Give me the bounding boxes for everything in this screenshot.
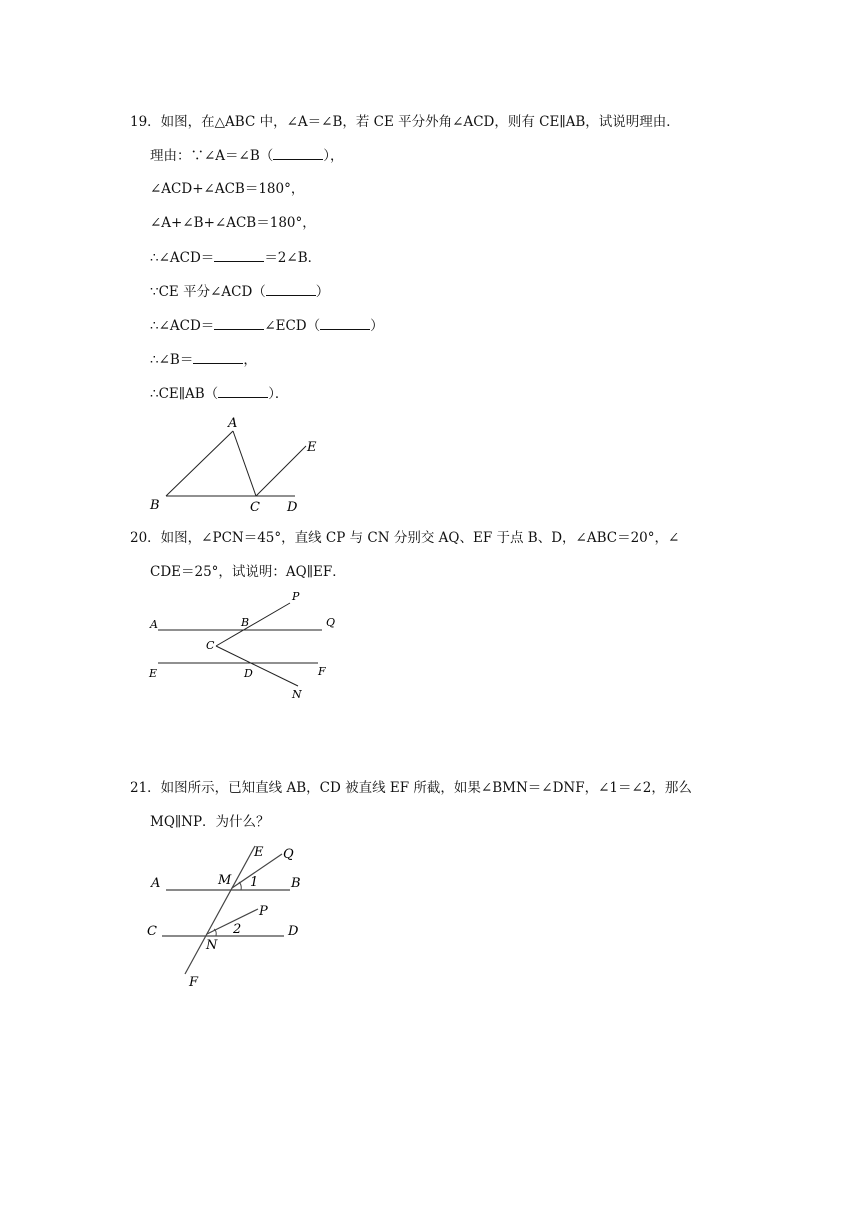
q19-label-D: D [287,500,298,515]
q19-reason-line-1 [150,146,344,165]
q20-label-B: B [241,616,250,629]
q20-label-D: D [244,667,253,680]
q19-blank-6[interactable] [193,350,243,364]
q19-reason-line-4 [150,248,321,267]
q21-figure [140,840,340,995]
q19-label-B: B [150,498,160,513]
q19-reason-line-6 [150,316,384,335]
q19-l5-tail: ） [315,284,330,300]
q20-label-P: P [292,590,300,603]
q19-l6-tail: ） [370,318,384,334]
q19-blank-3[interactable] [266,282,316,296]
q19-l1-tail: ）， [323,148,344,164]
q19-label-E: E [307,440,317,455]
q19-blank-1[interactable] [273,146,323,160]
q21-label-F: F [189,975,199,990]
q21-label-D: D [288,924,299,939]
q21-label-M: M [218,873,232,888]
q21-label-A: A [151,876,161,891]
q19-reason-line-2: ∠ACD+∠ACB＝180°， [150,181,305,197]
q19-l7-tail: ， [243,352,257,368]
q20-ray-CN [216,646,298,686]
q21-line-EF [185,846,255,974]
q20-label-E: E [149,667,158,680]
q20-ray-CP [216,603,290,646]
q20-label-F: F [318,665,326,678]
q20-label-A: A [150,618,158,631]
q20-figure [140,585,360,705]
q19-label-C: C [250,500,260,515]
q19-reason-line-8 [150,384,288,403]
q21-line-1: 21．如图所示，已知直线 AB，CD 被直线 EF 所截，如果∠BMN＝∠DNF，∠1＝∠2，那么 [130,780,692,796]
q19-l7-text: ∴∠B＝ [150,352,194,368]
q21-label-Q: Q [283,847,294,862]
q19-l6-mid: ∠ECD（ [264,318,321,334]
q20-label-N: N [292,688,302,701]
q19-l8-text: ∴CE∥AB（ [150,386,219,402]
q19-l4-tail: ＝2∠B． [264,250,322,266]
q19-reason-line-5 [150,282,329,301]
q19-l6-text: ∴∠ACD＝ [150,318,215,334]
q21-label-C: C [147,924,157,939]
q21-label-N: N [206,938,218,953]
q19-blank-5[interactable] [320,316,370,330]
q20-line-1: 20．如图，∠PCN＝45°，直线 CP 与 CN 分别交 AQ、EF 于点 B、D，∠ABC＝20°，∠ [130,530,680,546]
q19-reason-line-7 [150,350,257,369]
q20-label-C: C [206,639,215,652]
q21-label-B: B [291,876,301,891]
q21-line-2: MQ∥NP．为什么？ [150,814,270,830]
q19-blank-2[interactable] [214,248,264,262]
q20-label-Q: Q [326,616,336,629]
q19-stem: 19．如图，在△ABC 中，∠A＝∠B，若 CE 平分外角∠ACD，则有 CE∥AB，试说明理由． [130,114,680,130]
q19-segment-AC [233,431,256,496]
q19-label-A: A [228,416,238,431]
q19-segment-BA [166,431,233,496]
q19-l4-text: ∴∠ACD＝ [150,250,215,266]
q19-l1-text: 理由：∵∠A＝∠B（ [150,148,274,164]
q21-label-1: 1 [250,875,259,890]
q21-label-2: 2 [233,922,242,937]
q19-l5-text: ∵CE 平分∠ACD（ [150,284,266,300]
q20-line-2: CDE＝25°，试说明：AQ∥EF． [150,564,346,580]
q19-figure [140,412,340,517]
q21-label-P: P [259,904,268,919]
q19-l8-tail: ）． [268,386,289,402]
q19-blank-7[interactable] [218,384,268,398]
q19-segment-CE [256,446,306,496]
q19-reason-line-3: ∠A+∠B+∠ACB＝180°， [150,215,316,231]
q19-blank-4[interactable] [214,316,264,330]
q21-label-E: E [254,845,264,860]
